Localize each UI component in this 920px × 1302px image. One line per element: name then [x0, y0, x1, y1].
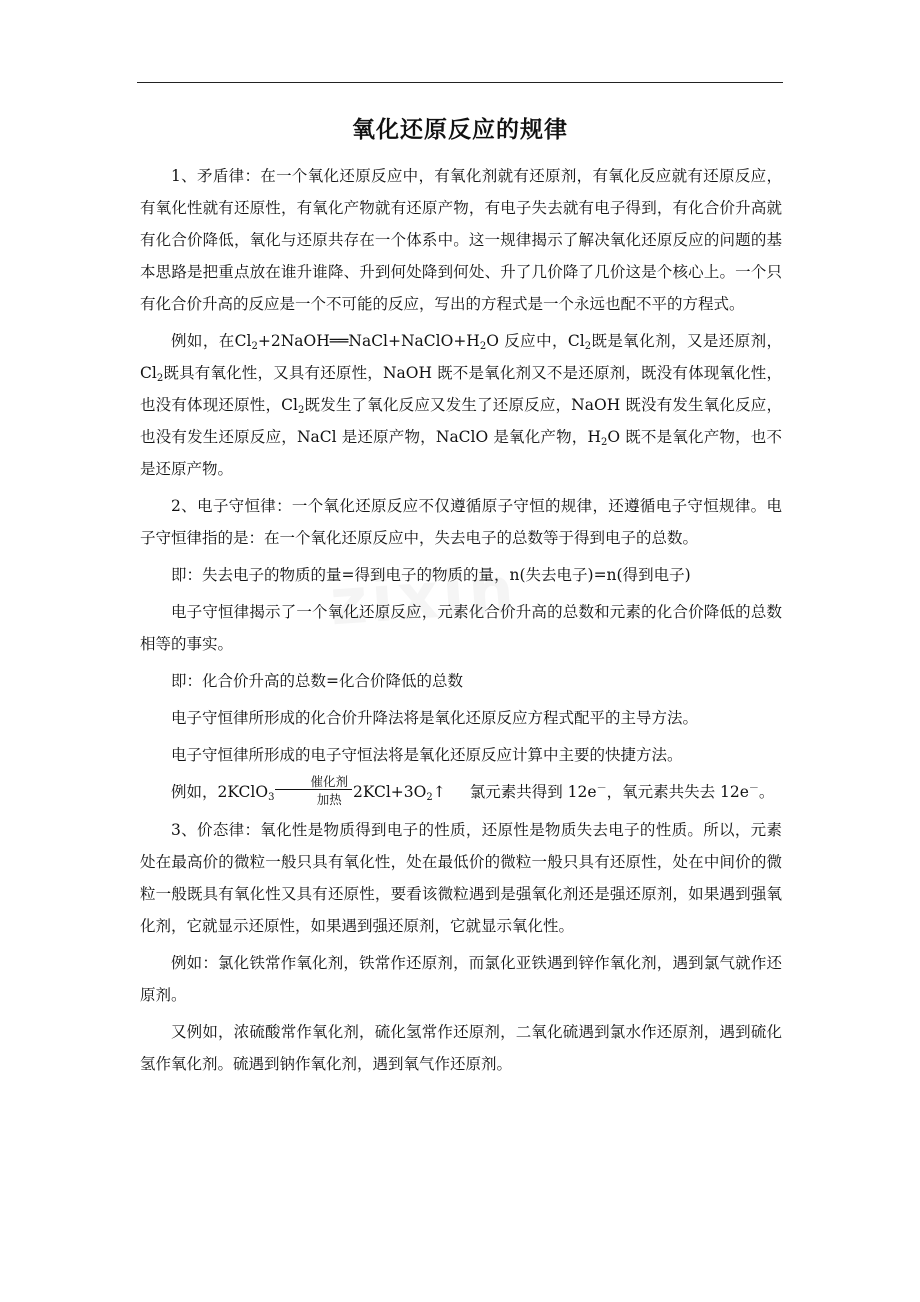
paragraph-valence-equation: 即：化合价升高的总数=化合价降低的总数 [171, 672, 463, 690]
paragraph-valence-fact: 电子守恒律揭示了一个氧化还原反应，元素化合价升高的总数和元素的化合价降低的总数相等的事实。 [140, 603, 782, 653]
paragraph-chlorine-example: 例如，在$Cl_2+2NaOH══NaCl+NaClO+H_2O$ 反应中，$Cl_2$既是氧化剂，又是还原剂，$Cl_2$既具有氧化性，又具有还原性，NaOH 既不是氧化剂又不是还原剂，既没有体现氧化性，也没有体现还原性，$Cl_2$既发生了氧化反应又发生了还原反应，NaOH 既没有发生氧化反应，也没有发生还原反应，NaCl 是还原产物，NaClO 是氧化产物，$H_2O$ 既不是氧化产物，也不是还原产物。 [140, 332, 782, 478]
header-rule [137, 82, 783, 83]
document-body [140, 160, 782, 1080]
heat-label: 加热 [316, 792, 342, 807]
gas-arrow: ↑ [432, 783, 446, 801]
paragraph-kclo3-example: 例如，2KClO$_3$ $\frac{\text{催化剂}}{\text{加热}}$ $2KCl+3O_2↑$ 氯元素共得到 12e－，氧元素共失去 12e－。 [171, 774, 775, 807]
paragraph-sulfur-example: 又例如，浓硫酸常作氧化剂，硫化氢常作还原剂，二氧化硫遇到氯水作还原剂，遇到硫化氢作氧化剂。硫遇到钠作氧化剂，遇到氧气作还原剂。 [140, 1023, 782, 1073]
reaction-condition [275, 775, 352, 807]
paragraph-iron-example: 例如：氯化铁常作氧化剂，铁常作还原剂，而氯化亚铁遇到锌作氧化剂，遇到氯气就作还原剂。 [140, 954, 782, 1004]
paragraph-balancing-method: 电子守恒律所形成的化合价升降法将是氧化还原反应方程式配平的主导方法。 [171, 709, 699, 727]
catalyst-label: 催化剂 [275, 775, 352, 790]
paragraph-valence-state-law: 3、价态律：氧化性是物质得到电子的性质，还原性是物质失去电子的性质。所以，元素处在最高价的微粒一般只具有氧化性，处在最低价的微粒一般只具有还原性，处在中间价的微粒一般既具有氧化性又具有还原性，要看该微粒遇到是强氧化剂还是强还原剂，如果遇到强氧化剂，它就显示还原性，如果遇到强还原剂，它就显示氧化性。 [140, 821, 782, 935]
document-title: 氧化还原反应的规律 [352, 116, 568, 143]
paragraph-electron-conservation-law: 2、电子守恒律：一个氧化还原反应不仅遵循原子守恒的规律，还遵循电子守恒规律。电子守恒律指的是：在一个氧化还原反应中，失去电子的总数等于得到电子的总数。 [140, 497, 782, 547]
paragraph-calculation-method: 电子守恒律所形成的电子守恒法将是氧化还原反应计算中主要的快捷方法。 [171, 746, 683, 764]
paragraph-electron-equation: 即：失去电子的物质的量=得到电子的物质的量，n(失去电子)=n(得到电子) [171, 566, 691, 584]
paragraph-contradiction-law: 1、矛盾律：在一个氧化还原反应中，有氧化剂就有还原剂，有氧化反应就有还原反应，有氧化性就有还原性，有氧化产物就有还原产物，有电子失去就有电子得到，有化合价升高就有化合价降低，氧化与还原共存在一个体系中。这一规律揭示了解决氧化还原反应的问题的基本思路是把重点放在谁升谁降、升到何处降到何处、升了几价降了几价这是个核心上。一个只有化合价升高的反应是一个不可能的反应，写出的方程式是一个永远也配不平的方程式。 [140, 167, 782, 313]
